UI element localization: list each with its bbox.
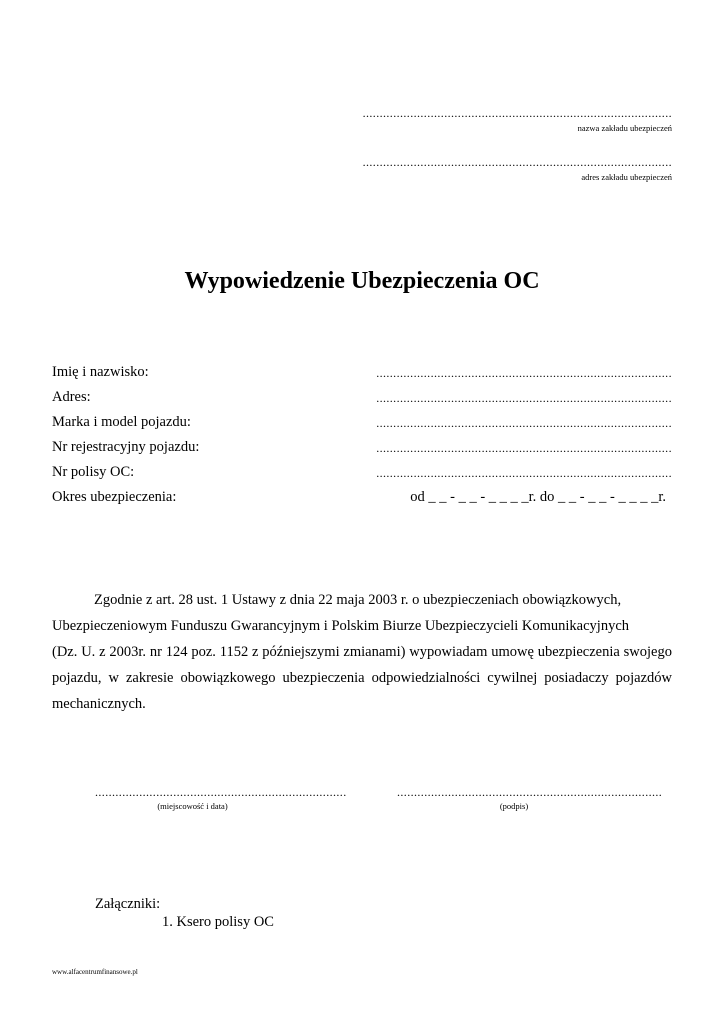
termination-statement (52, 587, 672, 717)
document-title: Wypowiedzenie Ubezpieczenia OC (184, 268, 540, 294)
field-label-registration: Nr rejestracyjny pojazdu: (52, 439, 200, 455)
insurer-address-line: ........................................................................................... (362, 155, 672, 169)
signature-line: .............................................................................. (397, 785, 663, 799)
field-label-vehicle-model: Marka i model pojazdu: (52, 414, 191, 430)
field-value-address: ....................................................................................... (376, 391, 672, 405)
footer-website: www.alfacentrumfinansowe.pl (52, 968, 138, 976)
insurer-address-caption: adres zakładu ubezpieczeń (581, 172, 672, 182)
insurer-name-caption: nazwa zakładu ubezpieczeń (577, 123, 672, 133)
field-label-insurance-period: Okres ubezpieczenia: (52, 489, 177, 505)
place-date-caption: (miejscowość i data) (157, 801, 228, 811)
signature-caption: (podpis) (499, 801, 529, 811)
field-value-name: ....................................................................................... (376, 366, 672, 380)
field-label-address: Adres: (52, 389, 91, 405)
field-value-registration: ....................................................................................... (376, 441, 672, 455)
field-label-policy-number: Nr polisy OC: (52, 464, 135, 480)
attachment-item: 1. Ksero polisy OC (162, 914, 274, 930)
field-value-insurance-period: od _ _ - _ _ - _ _ _ _r. do _ _ - _ _ - _ _ _ _r. (410, 489, 666, 505)
field-value-vehicle-model: ....................................................................................... (376, 416, 672, 430)
statement-line-2: Ubezpieczeniowym Funduszu Gwarancyjnym i Polskim Biurze Ubezpieczycieli Komunikacyjnych (52, 618, 630, 634)
statement-line-3: (Dz. U. z 2003r. nr 124 poz. 1152 z późniejszymi zmianami) wypowiadam umowę ubezpieczenia swojego pojazdu, w zakresie obowiązkowego ubezpieczenia odpowiedzialności cywilnej posiadaczy pojazdów mechanicznych. (52, 644, 672, 712)
field-label-name: Imię i nazwisko: (52, 364, 149, 380)
insurer-name-line: ........................................................................................... (362, 106, 672, 120)
statement-line-1: Zgodnie z art. 28 ust. 1 Ustawy z dnia 22 maja 2003 r. o ubezpieczeniach obowiązkowych, (94, 592, 622, 608)
attachments-heading: Załączniki: (95, 896, 161, 912)
field-value-policy-number: ....................................................................................... (376, 466, 672, 480)
place-date-line: .......................................................................... (95, 785, 347, 799)
